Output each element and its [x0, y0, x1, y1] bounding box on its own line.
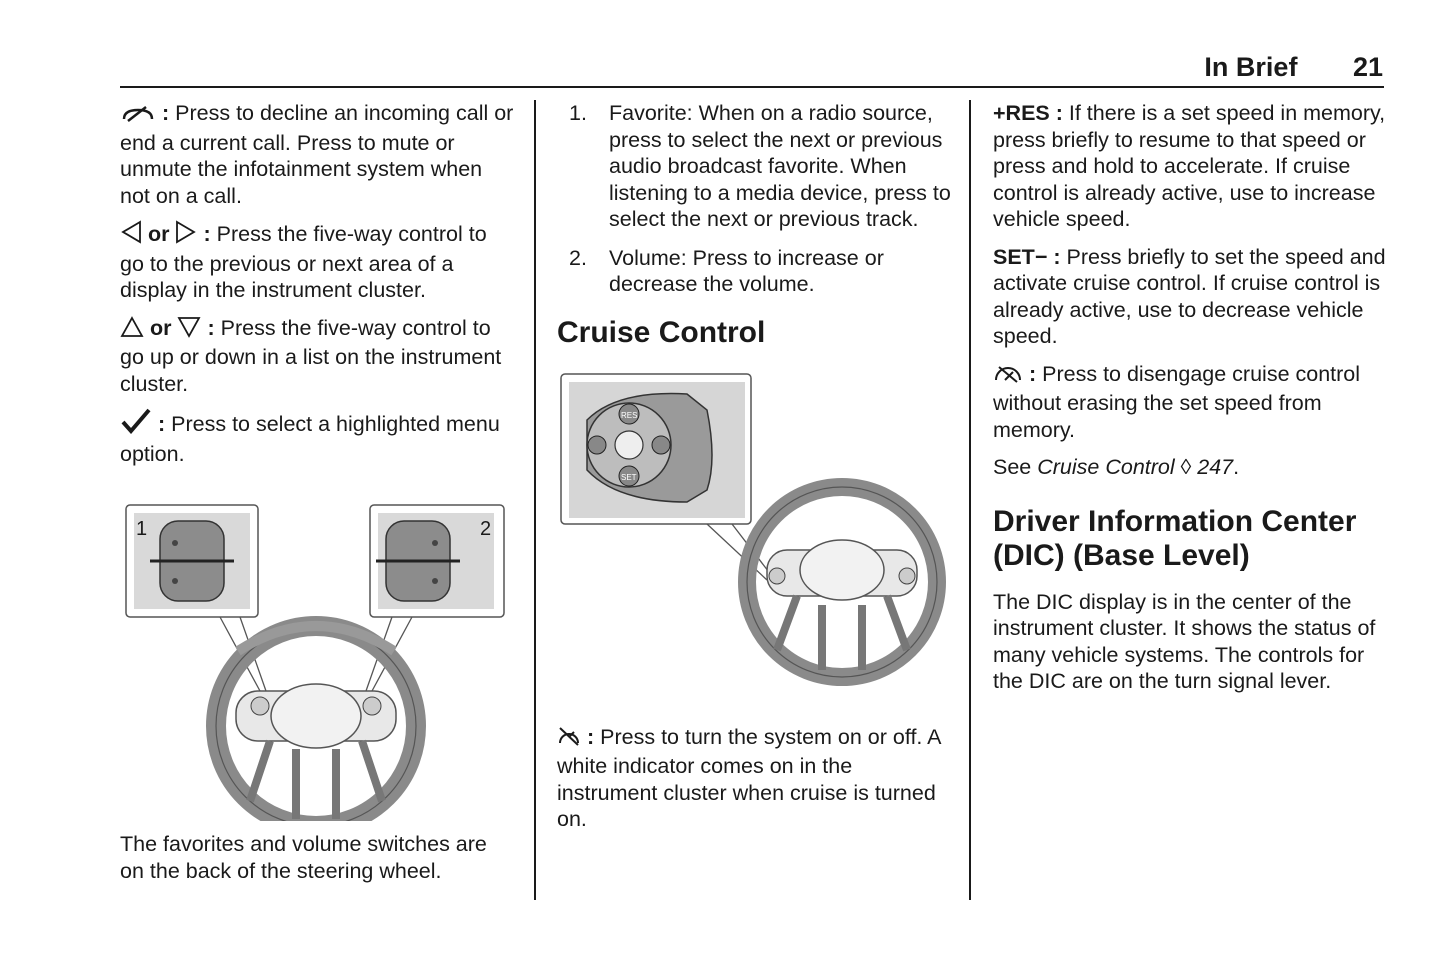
select-paragraph	[120, 408, 515, 467]
set-paragraph	[993, 244, 1388, 350]
key-colon: :	[157, 412, 166, 436]
left-right-paragraph	[120, 220, 515, 304]
list-text: Volume: Press to increase or decrease the volume.	[609, 245, 884, 296]
key-colon: :	[207, 315, 215, 340]
or-word: or	[149, 315, 172, 340]
see-suffix: .	[1233, 455, 1240, 479]
or-word: or	[147, 222, 170, 246]
see-prefix: See	[993, 455, 1032, 479]
up-down-paragraph	[120, 315, 515, 398]
set-key-label: SET− :	[993, 244, 1061, 269]
figure-set-label: SET	[621, 472, 637, 482]
list-item	[557, 100, 952, 233]
down-arrow-icon	[177, 316, 201, 345]
column-1	[120, 100, 515, 895]
figure-label-1: 1	[136, 518, 148, 540]
see-reference	[993, 454, 1388, 481]
page-ref-icon: ◊	[1180, 455, 1192, 479]
key-colon: :	[586, 724, 595, 749]
list-text: Favorite: When on a radio source, press to select the next or previous audio broadcast favorite. When listening to a media device, press to select the next or previous track.	[609, 101, 951, 231]
numbered-list	[557, 100, 952, 298]
column-2	[557, 100, 952, 844]
page-ref-number[interactable]: 247	[1197, 455, 1234, 479]
list-number: 2.	[569, 245, 587, 270]
up-arrow-icon	[120, 316, 144, 345]
cancel-text: Press to disengage cruise control without erasing the set speed from memory.	[993, 361, 1361, 442]
left-right-text: Press the five-way control to go to the previous or next area of a display in the instrument cluster.	[120, 222, 487, 302]
cruise-onoff-icon	[557, 725, 581, 754]
column-3	[993, 100, 1388, 706]
figure-caption: The favorites and volume switches are on the back of the steering wheel.	[120, 832, 487, 883]
list-item	[557, 245, 952, 298]
figure-res-label: RES	[621, 410, 638, 420]
list-number: 1.	[569, 101, 587, 125]
key-colon: :	[1028, 361, 1037, 386]
cruise-control-figure	[557, 370, 952, 720]
up-down-text: Press the five-way control to go up or down in a list on the instrument cluster.	[120, 315, 502, 396]
page-number: 21	[1352, 52, 1383, 82]
decline-call-text: Press to decline an incoming call or end a current call. Press to mute or unmute the infotainment system when not on a call.	[120, 101, 514, 208]
cruise-control-link[interactable]: Cruise Control	[1037, 455, 1175, 479]
decline-call-paragraph	[120, 100, 515, 209]
figure-label-2: 2	[480, 518, 492, 540]
column-divider	[534, 100, 536, 900]
right-arrow-icon	[175, 220, 197, 251]
checkmark-icon	[120, 408, 152, 441]
header-rule	[120, 86, 1384, 88]
set-text: Press briefly to set the speed and activate cruise control. If cruise control is already active, use to decrease vehicle speed.	[993, 244, 1386, 348]
section-title: In Brief	[1204, 52, 1298, 82]
dic-paragraph: The DIC display is in the center of the instrument cluster. It shows the status of many vehicle systems. The controls for the DIC are on the turn signal lever.	[993, 589, 1376, 693]
cancel-paragraph	[993, 361, 1388, 444]
page-header	[1204, 52, 1383, 83]
key-colon: :	[203, 222, 211, 246]
left-arrow-icon	[120, 220, 142, 251]
cruise-onoff-text: Press to turn the system on or off. A white indicator comes on in the instrument cluster when cruise is turned on.	[557, 724, 941, 831]
dic-heading: Driver Information Center (DIC) (Base Level)	[993, 504, 1357, 572]
res-key-label: +RES :	[993, 101, 1063, 125]
cruise-onoff-paragraph	[557, 724, 952, 833]
cruise-control-heading: Cruise Control	[557, 315, 766, 349]
cruise-cancel-icon	[993, 364, 1023, 391]
column-divider	[969, 100, 971, 900]
steering-wheel-back-figure	[120, 501, 515, 821]
decline-call-icon	[120, 103, 156, 130]
res-text: If there is a set speed in memory, press briefly to resume to that speed or press and hold to accelerate. If cruise control is already active, use to increase vehicle speed.	[993, 101, 1386, 231]
select-text: Press to select a highlighted menu option.	[120, 412, 500, 466]
resume-paragraph	[993, 100, 1388, 233]
key-colon: :	[161, 101, 170, 125]
